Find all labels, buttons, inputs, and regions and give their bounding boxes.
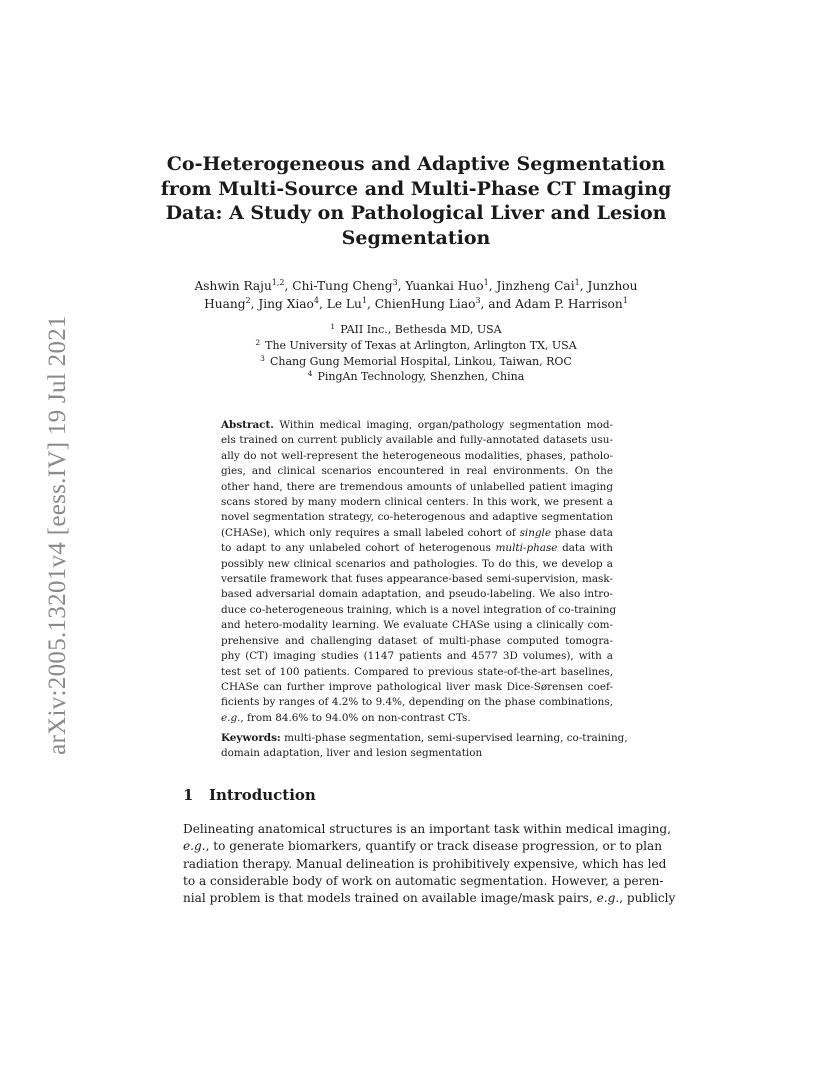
title-line: Segmentation (341, 226, 491, 249)
author-affil-mark: 1 (483, 278, 489, 287)
author-affil-mark: 2 (245, 296, 251, 305)
author-affil-mark: 1 (574, 278, 580, 287)
title-line: from Multi-Source and Multi-Phase CT Imaging (160, 177, 672, 200)
author-name: Huang (204, 297, 246, 311)
keywords: Keywords: multi-phase segmentation, semi-supervised learning, co-training, domain adaptation, liver and lesion segmentation (221, 732, 628, 760)
arxiv-stamp: arXiv:2005.13201v4 [eess.IV] 19 Jul 2021 (44, 315, 71, 755)
affiliation: $^2$ The University of Texas at Arlington, Arlington TX, USA (255, 337, 577, 352)
paper-title (150, 152, 682, 250)
section-number: 1 (183, 786, 194, 804)
section-heading (183, 786, 316, 804)
author-name: Junzhou (587, 279, 638, 293)
author-name: Le Lu (326, 297, 362, 311)
author-affil-mark: 3 (475, 296, 481, 305)
title-line: Co-Heterogeneous and Adaptive Segmentation (166, 153, 666, 175)
author-name: Yuankai Huo (405, 279, 484, 293)
keywords-label: Keywords: (221, 732, 281, 744)
affiliation-list (170, 322, 662, 385)
affiliation: $^1$ PAII Inc., Bethesda MD, USA (330, 322, 502, 336)
author-affil-mark: 1 (361, 296, 367, 305)
author-affil-mark: 1,2 (271, 278, 285, 287)
intro-paragraph: Delineating anatomical structures is an important task within medical imaging, e.g., to generate biomarkers, quantify or track disease progression, or to plan radiation therapy. Manual delineation is prohibitively expensive, which has led to a considerable body of work on automatic segmentation. However, a peren- nial problem is that models trained on available image/mask pairs, e.g., publicly (183, 822, 676, 906)
abstract-label: Abstract. (221, 419, 274, 431)
title-line: Data: A Study on Pathological Liver and Lesion (165, 202, 667, 225)
affiliation: $^4$ PingAn Technology, Shenzhen, China (307, 369, 525, 384)
author-name: Chi-Tung Cheng (292, 279, 393, 293)
author-name: ChienHung Liao (374, 297, 476, 311)
author-affil-mark: 4 (313, 296, 319, 305)
author-affil-mark: 1 (622, 296, 628, 305)
author-affil-mark: 3 (392, 278, 398, 287)
affiliation: $^3$ Chang Gung Memorial Hospital, Linkou, Taiwan, ROC (260, 353, 572, 368)
author-name: Adam P. Harrison (515, 297, 623, 311)
abstract: Abstract. Within medical imaging, organ/pathology segmentation mod- els trained on current publicly available and fully-annotated datasets usu- ally do not well-represent the heterogeneous modalities, phases, patholo- gies, and clinical scenarios encountered in real environments. On the other hand, there are tremendous amounts of unlabelled patient imaging scans stored by many modern clinical centers. In this work, we present a novel segmentation strategy, co-heterogenous and adaptive segmentation (CHASe), which only requires a small labeled cohort of single phase data to adapt to any unlabeled cohort of heterogenous multi-phase data with possibly new clinical scenarios and pathologies. To do this, we develop a versatile framework that fuses appearance-based semi-supervision, mask- based adversarial domain adaptation, and pseudo-labeling. We also intro- duce co-heterogeneous training, which is a novel integration of co-training and hetero-modality learning. We evaluate CHASe using a clinically com- prehensive and challenging dataset of multi-phase computed tomogra- phy (CT) imaging studies (1147 patients and 4577 3D volumes), with a test set of 100 patients. Compared to previous state-of-the-art baselines, CHASe can further improve pathological liver mask Dice-Sørensen coef- ficients by ranges of 4.2% to 9.4%, depending on the phase combinations, e.g., from 84.6% to 94.0% on non-contrast CTs. (221, 419, 617, 724)
author-list: Ashwin Raju$^{1,2}$, Chi-Tung Cheng$^3$, Yuankai Huo$^1$, Jinzheng Cai$^1$, Junzhou Huang$^2$, Jing Xiao$^4$, Le Lu$^1$, ChienHung Liao$^3$, and Adam P. Harrison$^1$ (194, 278, 638, 311)
section-title: Introduction (209, 786, 316, 804)
author-name: Jinzheng Cai (496, 279, 575, 293)
author-name: Ashwin Raju (194, 279, 272, 293)
author-name: Jing Xiao (258, 297, 314, 311)
